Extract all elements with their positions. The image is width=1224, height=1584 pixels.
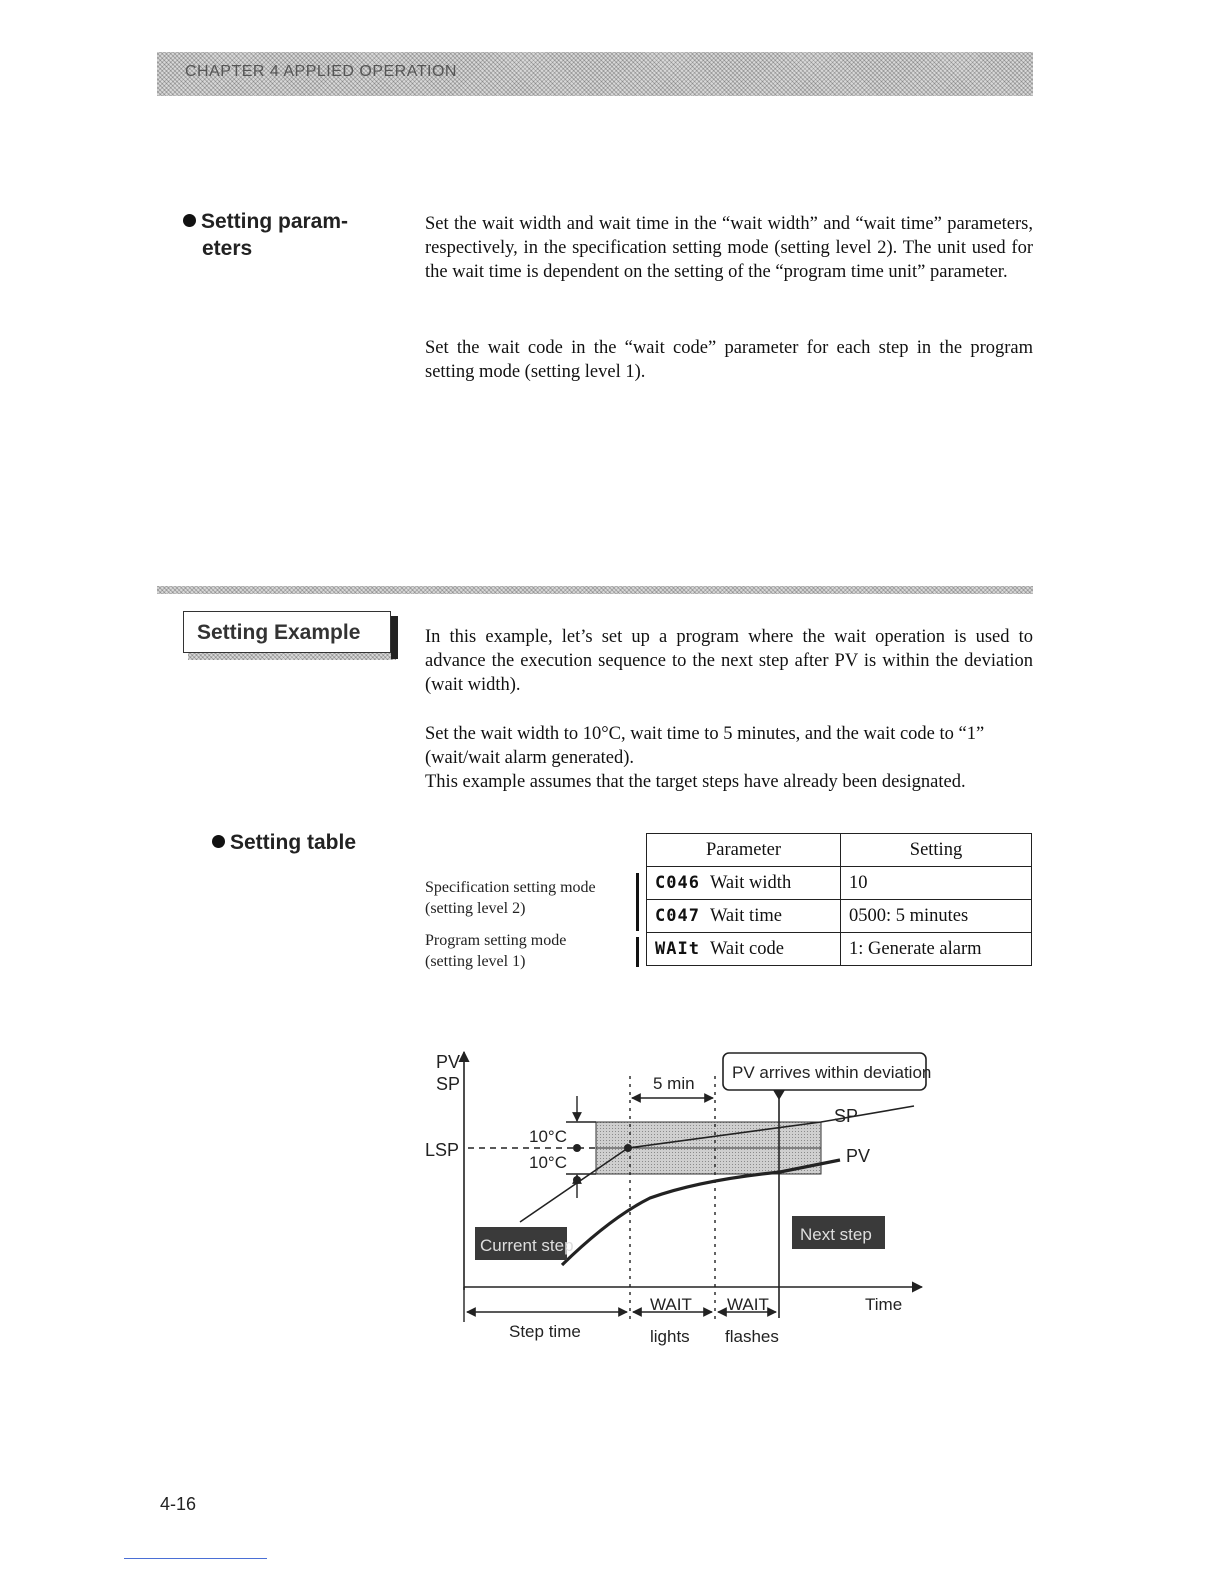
param-value: 1: Generate alarm [841, 933, 1032, 966]
footer-line [124, 1558, 267, 1559]
prog-mode-label: Program setting mode (setting level 1) [425, 932, 567, 970]
step-time-label: Step time [509, 1322, 581, 1341]
setting-example-para2: Set the wait width to 10°C, wait time to 5 minutes, and the wait code to “1” (wait/wait alarm generated). This example assumes that the target steps have already been designated. [425, 724, 985, 792]
param-code: C047 [655, 905, 700, 926]
setting-parameters-para1: Set the wait width and wait time in the “wait width” and “wait time” parameters, respectively, in the specification setting mode (setting level 2). The unit used for the wait time is dependent on the setting of the “program time unit” parameter. [425, 214, 1033, 282]
sp-curve-label: SP [834, 1106, 859, 1126]
setting-header: Setting [841, 834, 1032, 867]
upper-dev-label: 10°C [529, 1127, 567, 1146]
five-min-label: 5 min [653, 1074, 695, 1093]
pv-point [573, 1176, 581, 1184]
param-name: Wait time [709, 905, 782, 926]
pv-curve [562, 1160, 840, 1265]
time-axis-label: Time [865, 1295, 903, 1314]
param-code: C046 [655, 872, 700, 893]
flashes-label: flashes [725, 1327, 779, 1346]
current-step-label: Current step [480, 1236, 574, 1255]
spec-mode-label: Specification setting mode (setting level 2) [425, 879, 596, 917]
next-step-label: Next step [800, 1225, 872, 1244]
setting-parameters-para2: Set the wait code in the “wait code” parameter for each step in the program setting mode (setting level 1). [425, 338, 1033, 382]
param-value: 0500: 5 minutes [841, 900, 1032, 933]
pv-curve-label: PV [846, 1146, 871, 1166]
param-code: WAIt [655, 938, 700, 959]
setting-table-heading: Setting table [212, 829, 356, 856]
setting-example-label: Setting Example [183, 611, 391, 653]
pv-axis-label: PV [436, 1052, 461, 1072]
param-name: Wait code [709, 938, 784, 959]
lights-label: lights [650, 1327, 690, 1346]
chapter-title: CHAPTER 4 APPLIED OPERATION [185, 63, 457, 80]
setting-parameters-heading: Setting param- eters [183, 208, 348, 262]
param-value: 10 [841, 867, 1032, 900]
setting-example-para1: In this example, let’s set up a program where the wait operation is used to advance the execution sequence to the next step after PV is within the deviation (wait width). [425, 627, 1033, 695]
pv-arrival-marker [773, 1090, 785, 1100]
lsp-point [573, 1144, 581, 1152]
wait-lights-title: WAIT [650, 1295, 692, 1314]
page-number: 4-16 [160, 1494, 197, 1514]
param-name: Wait width [709, 872, 792, 893]
sp-point [624, 1144, 632, 1152]
parameter-header: Parameter [647, 834, 841, 867]
pv-arrives-label: PV arrives within deviation [732, 1063, 932, 1082]
lower-dev-label: 10°C [529, 1153, 567, 1172]
lsp-label: LSP [425, 1140, 460, 1160]
sp-axis-label: SP [436, 1074, 461, 1094]
wait-flashes-title: WAIT [727, 1295, 769, 1314]
